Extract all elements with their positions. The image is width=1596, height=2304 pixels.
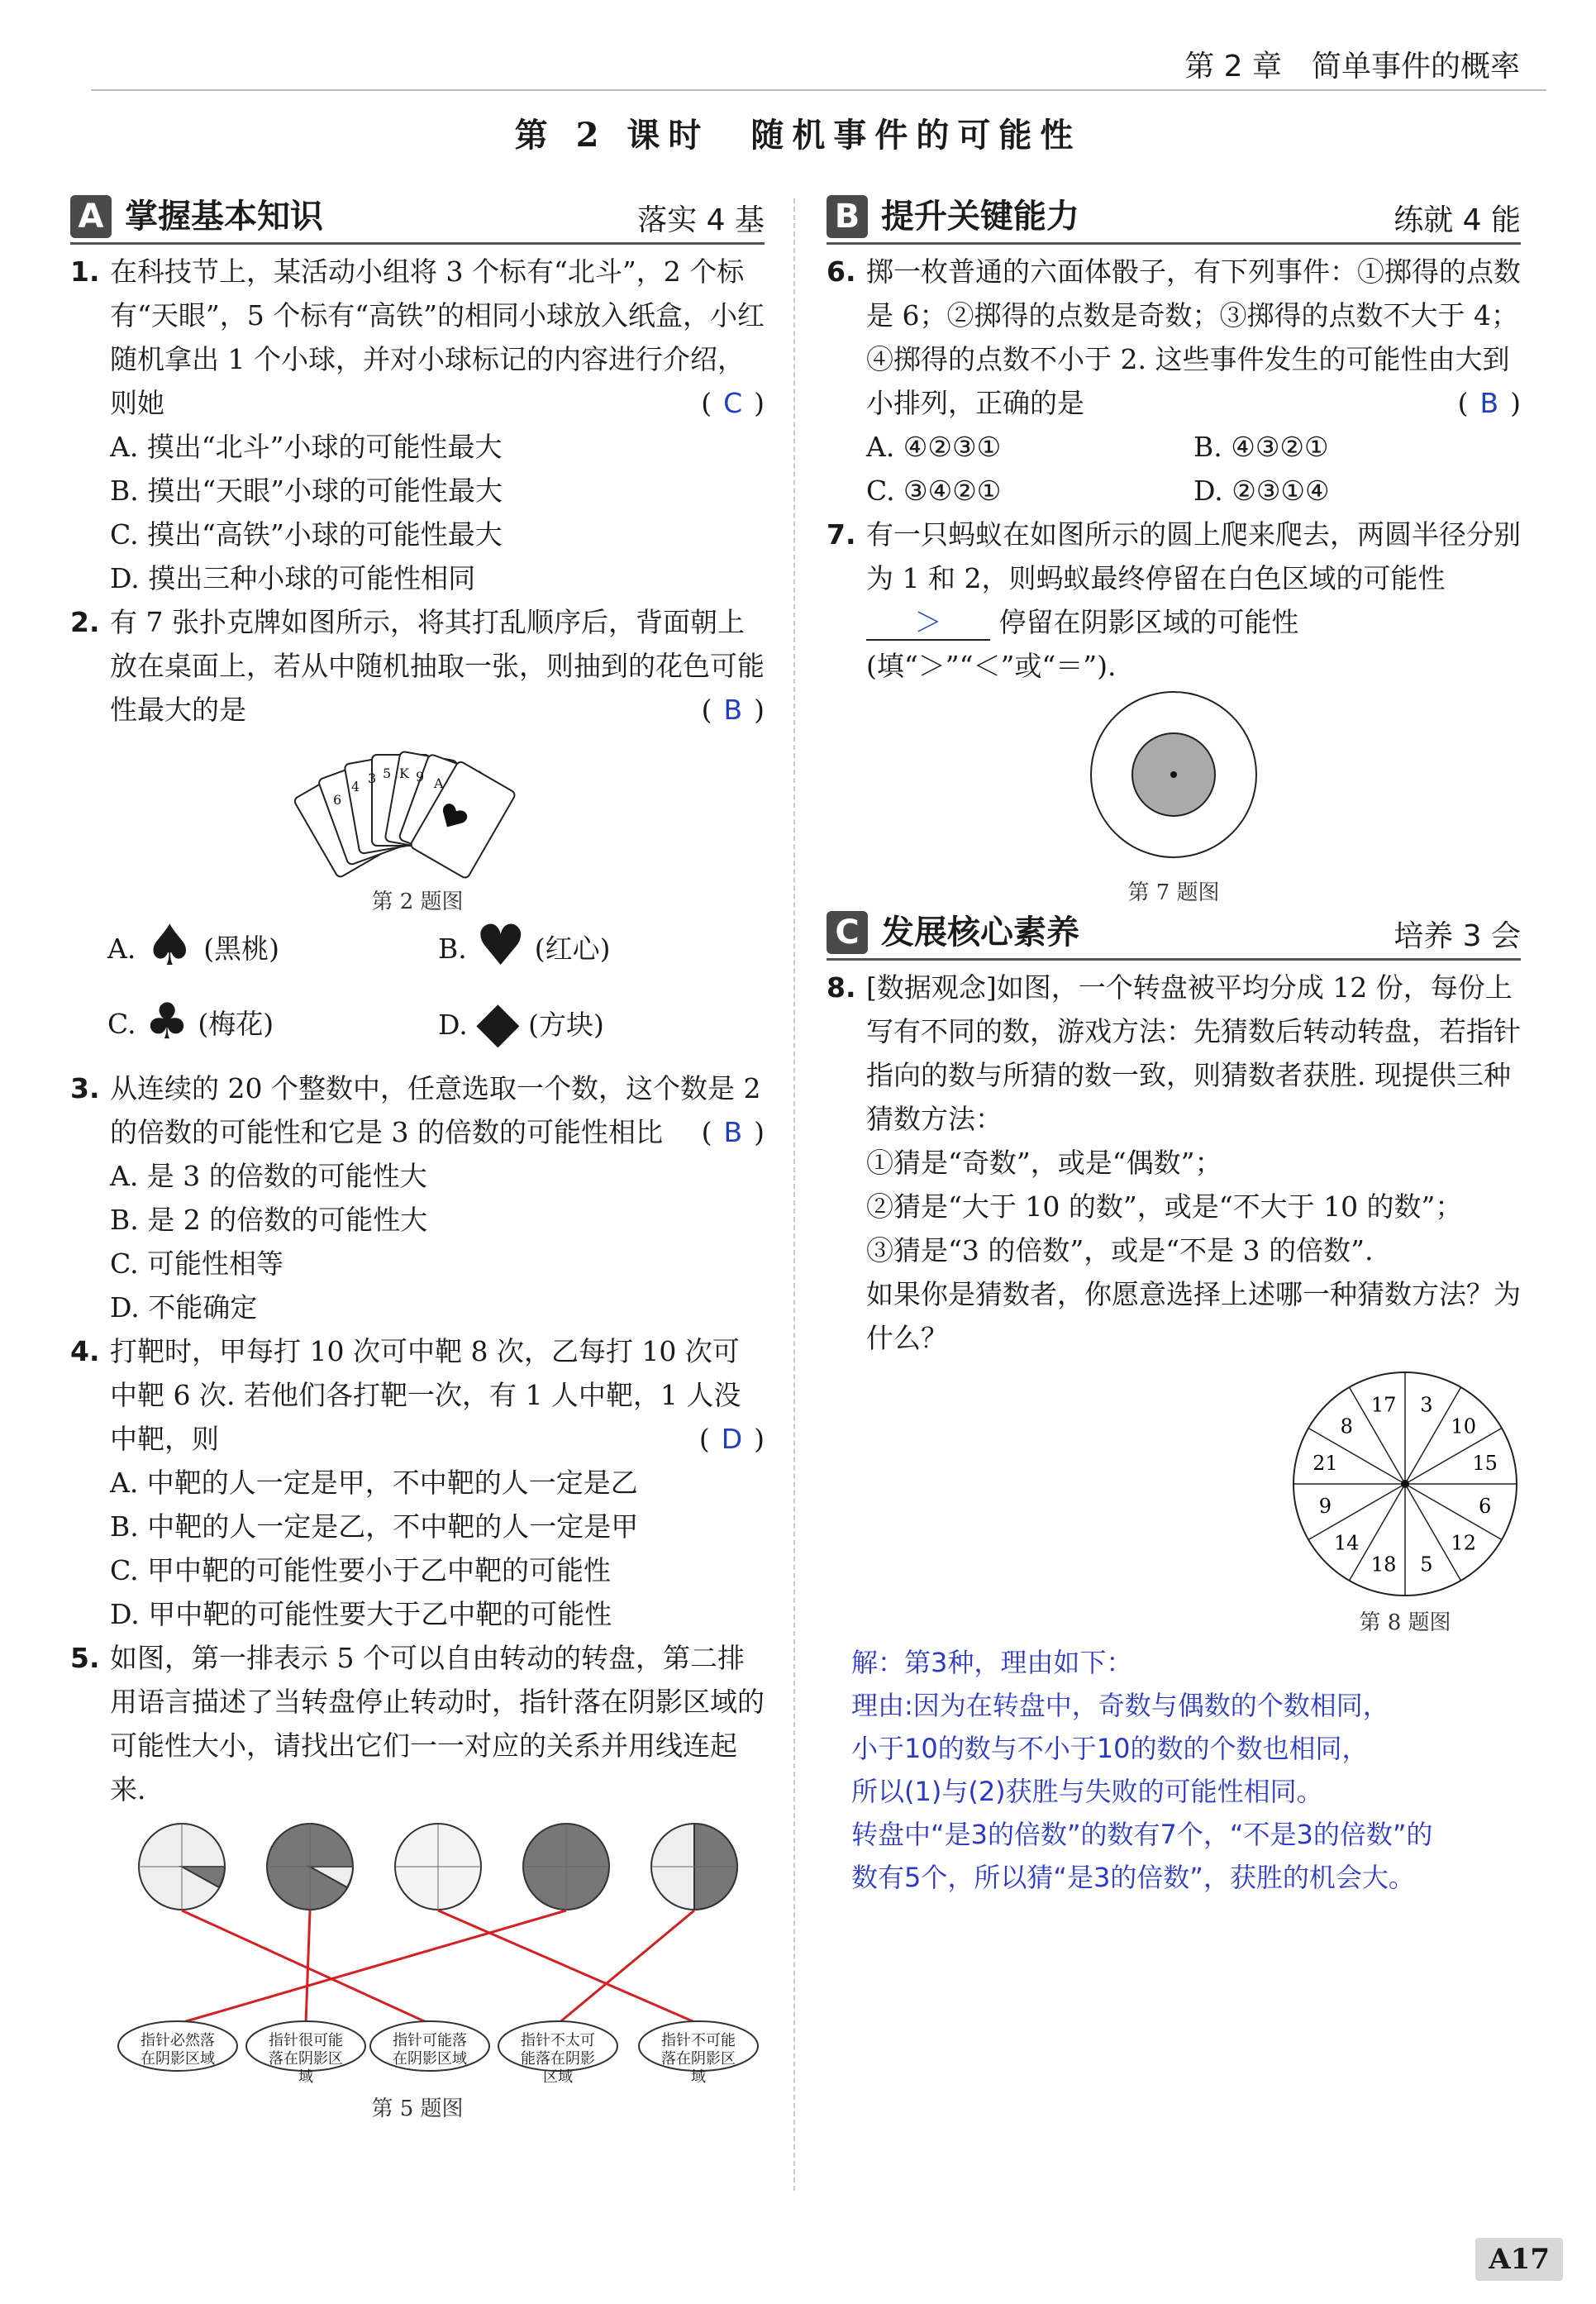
section-title: 发展核心素养 [881,913,1079,952]
handwritten-solution [827,1641,1521,1899]
label-unlikely: 指针不太可能落在阴影区域 [521,2032,595,2086]
section-goal: 培养 3 会 [1394,919,1521,953]
section-b-header [827,192,1521,245]
option: A. 中靶的人一定是甲，不中靶的人一定是乙 [110,1467,638,1499]
question-text: 从连续的 20 个整数中，任意选取一个数，这个数是 2 的倍数的可能性和它是 3 的倍数的可能性相比 [110,1072,761,1148]
circles-figure [827,688,1521,903]
question-text: 有一只蚂蚁在如图所示的圆上爬来爬去，两圆半径分别为 1 和 2，则蚂蚁最终停留在白色区域的可能性 [866,518,1521,594]
wheel-number: 17 [1370,1393,1397,1417]
page-number: A17 [1475,2238,1563,2281]
guess-method: ①猜是“奇数”，或是“偶数”； [866,1147,1222,1179]
lesson-title: 第 2 课时 随机事件的可能性 [514,116,1082,155]
label-very-likely: 指针很可能落在阴影区域 [269,2032,343,2086]
svg-text:3: 3 [368,770,377,786]
spinner-matching-figure [70,1821,765,2119]
question-4: 4. 打靶时，甲每打 10 次可中靶 8 次，乙每打 10 次可中靶 6 次. 若他们各打靶一次，有 1 人中靶，1 人没中靶，则 ( D ) [70,1329,765,1461]
option: D. 不能确定 [110,1291,258,1324]
option-b: B. ♥ (红心) [438,913,611,979]
section-badge: A [70,195,112,238]
svg-text:4: 4 [351,779,360,794]
wheel-number: 21 [1313,1452,1338,1476]
question-7: 7. 有一只蚂蚁在如图所示的圆上爬来爬去，两圆半径分别为 1 和 2，则蚂蚁最终停留在白色区域的可能性 ＞ 停留在阴影区域的可能性(填“＞”“＜”或“＝”). [827,518,1521,682]
question-5: 5. 如图，第一排表示 5 个可以自由转动的转盘，第二排用语言描述了当转盘停止转动时，指针落在阴影区域的可能性大小，请找出它们一一对应的关系并用线连起来. [70,1642,765,1806]
wheel-number: 14 [1334,1531,1360,1555]
guess-method: ②猜是“大于 10 的数”，或是“不大于 10 的数”； [866,1190,1463,1223]
wheel-number: 5 [1420,1553,1433,1577]
question-text: 在科技节上，某活动小组将 3 个标有“北斗”，2 个标有“天眼”，5 个标有“高铁”的相同小球放入纸盒，小红随机拿出 1 个小球，并对小球标记的内容进行介绍，则她 [110,255,765,419]
wheel-number: 10 [1451,1414,1476,1438]
section-title: 提升关键能力 [881,198,1079,236]
cards-figure [70,732,765,914]
header-rule [91,89,1546,91]
match-lines [178,1910,698,2024]
wheel-number: 12 [1451,1531,1476,1555]
answer-bracket: ( B ) [701,694,765,726]
figure-caption: 第 8 题图 [1359,1610,1451,1635]
answer-bracket: ( B ) [701,1116,765,1148]
figure-caption: 第 7 题图 [1127,880,1220,905]
option: D. 甲中靶的可能性要大于乙中靶的可能性 [110,1598,612,1630]
option: D. ②③①④ [1193,475,1330,507]
column-divider [793,198,795,2191]
diamond-icon: ◆ [476,990,520,1055]
wheel-number: 18 [1370,1553,1397,1577]
guess-method: ③猜是“3 的倍数”，或是“不是 3 的倍数”. [866,1234,1374,1266]
question-text: 掷一枚普通的六面体骰子，有下列事件：①掷得的点数是 6；②掷得的点数是奇数；③掷得的点数不大于 4；④掷得的点数不小于 2. 这些事件发生的可能性由大到小排列，正确的是 [866,255,1521,419]
section-a-header [70,192,765,245]
option: A. 摸出“北斗”小球的可能性最大 [110,431,503,463]
option: B. ④③②① [1193,431,1329,463]
option: B. 摸出“天眼”小球的可能性最大 [110,475,503,507]
solution-line: 小于10的数与不小于10的数的个数也相同， [851,1733,1369,1764]
answer-bracket: ( B ) [1457,387,1521,419]
question-text: 如图，第一排表示 5 个可以自由转动的转盘，第二排用语言描述了当转盘停止转动时，指针落在阴影区域的可能性大小，请找出它们一一对应的关系并用线连起来. [110,1642,765,1806]
option-row [827,469,1521,513]
section-goal: 落实 4 基 [637,203,765,237]
option: C. 甲中靶的可能性要小于乙中靶的可能性 [110,1554,612,1586]
option-c: C. ♣ (梅花) [107,993,274,1051]
club-icon: ♣ [145,993,189,1051]
spade-icon: ♠ [144,913,195,979]
figure-caption: 第 2 题图 [371,890,464,914]
option: D. 摸出三种小球的可能性相同 [110,562,476,594]
option: C. 摸出“高铁”小球的可能性最大 [110,518,503,551]
option: A. 是 3 的倍数的可能性大 [110,1160,427,1192]
solution-line: 解：第3种，理由如下： [851,1647,1133,1678]
section-badge: C [827,911,868,954]
question-2: 2. 有 7 张扑克牌如图所示，将其打乱顺序后，背面朝上放在桌面上，若从中随机抽取一张，则抽到的花色可能性最大的是 ( B ) [70,600,765,732]
right-column [827,192,1521,1899]
svg-text:9: 9 [416,769,425,785]
wheel-number: 3 [1420,1393,1433,1417]
chapter-header: 第 2 章 简单事件的概率 [1184,50,1520,83]
question-prompt: 如果你是猜数者，你愿意选择上述哪一种猜数方法？为什么？ [866,1278,1521,1354]
solution-line: 所以(1)与(2)获胜与失败的可能性相同。 [851,1776,1323,1807]
question-text: 打靶时，甲每打 10 次可中靶 8 次，乙每打 10 次可中靶 6 次. 若他们各打靶一次，有 1 人中靶，1 人没中靶，则 [110,1335,741,1455]
section-badge: B [827,195,868,238]
wheel-center [1401,1480,1409,1488]
figure-caption: 第 5 题图 [371,2096,464,2121]
solution-line: 转盘中“是3的倍数”的数有7个，“不是3的倍数”的 [851,1819,1433,1850]
question-8: 8. [数据观念]如图，一个转盘被平均分成 12 份，每份上写有不同的数，游戏方法：先猜数后转动转盘，若指针指向的数与所猜的数一致，则猜数者获胜. 现提供三种猜数方法： [827,971,1521,1135]
option-a: A. ♠ (黑桃) [107,913,280,979]
wheel-number: 9 [1318,1494,1332,1518]
svg-text:6: 6 [333,792,342,808]
section-goal: 练就 4 能 [1394,203,1521,237]
section-c-header [827,908,1521,961]
section-title: 掌握基本知识 [125,198,323,236]
wheel-number: 15 [1472,1452,1498,1476]
heart-icon: ♥ [475,913,526,979]
label-possible: 指针可能落在阴影区域 [393,2032,467,2068]
option: B. 中靶的人一定是乙，不中靶的人一定是甲 [110,1510,639,1543]
solution-line: 数有5个，所以猜“是3的倍数”，获胜的机会大。 [851,1862,1415,1893]
option: A. ④②③① [866,431,1002,463]
answer-blank: ＞ [866,606,990,641]
wheel-number: 6 [1478,1494,1492,1518]
question-6: 6. 掷一枚普通的六面体骰子，有下列事件：①掷得的点数是 6；②掷得的点数是奇数；③掷得的点数不大于 4；④掷得的点数不小于 2. 这些事件发生的可能性由大到小排列，正确的是 ( B ) [827,250,1521,425]
question-text: [数据观念]如图，一个转盘被平均分成 12 份，每份上写有不同的数，游戏方法：先猜数后转动转盘，若指针指向的数与所猜的数一致，则猜数者获胜. 现提供三种猜数方法： [866,971,1521,1135]
svg-text:5: 5 [383,766,392,781]
playing-cards-image [70,740,765,889]
option: C. 可能性相等 [110,1247,284,1280]
wheel-number: 8 [1340,1414,1353,1438]
spinner-wheel [827,1360,1521,1600]
suit-options [70,909,765,1066]
label-impossible: 指针不可能落在阴影区域 [661,2032,736,2086]
question-3: 3. 从连续的 20 个整数中，任意选取一个数，这个数是 2 的倍数的可能性和它是 3 的倍数的可能性相比 ( B ) [70,1066,765,1154]
option: C. ③④②① [866,475,1002,507]
label-certain: 指针必然落在阴影区域 [141,2032,215,2068]
answer-bracket: ( D ) [698,1423,765,1455]
option-d: D. ◆ (方块) [438,990,604,1055]
svg-text:K: K [399,766,409,781]
wheel-figure [827,1360,1521,1633]
question-text: 有 7 张扑克牌如图所示，将其打乱顺序后，背面朝上放在桌面上，若从中随机抽取一张，则抽到的花色可能性最大的是 [110,606,765,726]
svg-text:A: A [434,775,444,791]
question-1: 1. 在科技节上，某活动小组将 3 个标有“北斗”，2 个标有“天眼”，5 个标有“高铁”的相同小球放入纸盒，小红随机拿出 1 个小球，并对小球标记的内容进行介绍，则她 ( C ) [70,250,765,425]
concentric-circles-image [827,688,1521,866]
option-row [827,425,1521,469]
option: B. 是 2 的倍数的可能性大 [110,1204,428,1236]
solution-line: 理由:因为在转盘中，奇数与偶数的个数相同， [851,1690,1389,1721]
left-column [70,192,765,2119]
answer-bracket: ( C ) [701,387,765,419]
